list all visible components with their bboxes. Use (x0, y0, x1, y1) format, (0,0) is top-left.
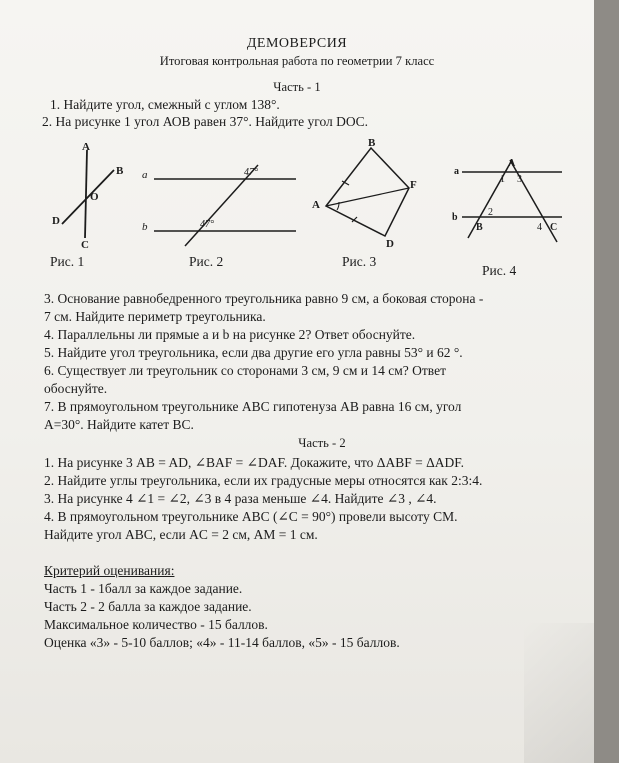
fig1-label-a: A (82, 141, 90, 153)
fig3-label-d: D (386, 238, 394, 250)
question-1: 1. Найдите угол, смежный с углом 138°. (50, 97, 280, 112)
criteria-line-3: Максимальное количество - 15 баллов. (44, 617, 268, 632)
fig4-label-b-line: b (452, 212, 458, 223)
fig3-label-f: F (410, 179, 417, 191)
criteria-line-2: Часть 2 - 2 балла за каждое задание. (44, 599, 252, 614)
document-subtitle: Итоговая контрольная работа по геометрии 7 класс (159, 54, 435, 68)
part2-task-2: 2. Найдите углы треугольника, если их градусные меры относятся как 2:3:4. (44, 473, 483, 488)
fig4-label-c-vertex: C (550, 222, 558, 233)
fig2-label-a: a (142, 169, 148, 181)
figure-3-caption: Рис. 3 (342, 254, 377, 269)
page-shadow (524, 623, 594, 763)
figure-4 (440, 150, 570, 250)
question-6-line2: обоснуйте. (44, 381, 108, 396)
part2-task-3: 3. На рисунке 4 ∠1 = ∠2, ∠3 в 4 раза меньше ∠4. Найдите ∠3 , ∠4. (44, 491, 437, 506)
fig4-label-angle-4: 4 (537, 222, 542, 233)
fig4-label-angle-3: 3 (517, 174, 522, 185)
figure-2-caption: Рис. 2 (189, 254, 224, 269)
fig1-label-c: C (81, 239, 89, 251)
part2-task-4-line1: 4. В прямоугольном треугольнике ABC (∠C = 90°) провели высоту СМ. (44, 509, 458, 524)
question-2: 2. На рисунке 1 угол АОВ равен 37°. Найдите угол DOC. (42, 114, 369, 129)
part2-task-1: 1. На рисунке 3 AB = AD, ∠BAF = ∠DAF. Докажите, что ΔABF = ΔADF. (44, 455, 465, 470)
question-4: 4. Параллельны ли прямые a и b на рисунке 2? Ответ обоснуйте. (44, 327, 416, 342)
fig1-label-d: D (52, 215, 60, 227)
document-title: ДЕМОВЕРСИЯ (246, 36, 348, 51)
figure-3 (302, 136, 417, 252)
part2-task-4-line2: Найдите угол ABC, если AC = 2 см, AM = 1 см. (44, 527, 318, 542)
figure-1-caption: Рис. 1 (50, 254, 85, 269)
fig4-label-angle-2: 2 (488, 207, 493, 218)
question-7-line1: 7. В прямоугольном треугольнике АВС гипотенуза АВ равна 16 см, угол (44, 399, 462, 414)
figure-1 (40, 138, 140, 253)
fig3-label-b: B (368, 137, 376, 149)
question-5: 5. Найдите угол треугольника, если два другие его угла равны 53° и 62 °. (44, 345, 463, 360)
fig4-label-a-line: a (454, 166, 459, 177)
fig4-label-a-vertex: A (508, 158, 516, 169)
fig1-label-b: B (116, 165, 124, 177)
criteria-line-1: Часть 1 - 1балл за каждое задание. (44, 581, 243, 596)
criteria-line-4: Оценка «3» - 5-10 баллов; «4» - 11-14 баллов, «5» - 15 баллов. (44, 635, 400, 650)
fig2-angle-top: 47° (244, 167, 258, 178)
fig2-label-b: b (142, 221, 148, 233)
fig1-label-o: O (90, 191, 99, 203)
question-7-line2: А=30°. Найдите катет ВС. (44, 417, 194, 432)
criteria-heading: Критерий оценивания: (44, 563, 175, 578)
figure-4-caption: Рис. 4 (482, 263, 517, 278)
question-3-line1: 3. Основание равнобедренного треугольника равно 9 см, а боковая сторона - (44, 291, 484, 306)
fig2-angle-bottom: 47° (200, 219, 214, 230)
figure-2 (140, 160, 310, 250)
part1-heading: Часть - 1 (273, 80, 321, 94)
fig4-label-b-vertex: B (476, 222, 483, 233)
fig3-label-a: A (312, 199, 320, 211)
question-3-line2: 7 см. Найдите периметр треугольника. (44, 309, 266, 324)
question-6-line1: 6. Существует ли треугольник со сторонами 3 см, 9 см и 14 см? Ответ (44, 363, 446, 378)
part2-heading: Часть - 2 (298, 436, 346, 450)
fig4-label-angle-1: 1 (500, 174, 505, 185)
